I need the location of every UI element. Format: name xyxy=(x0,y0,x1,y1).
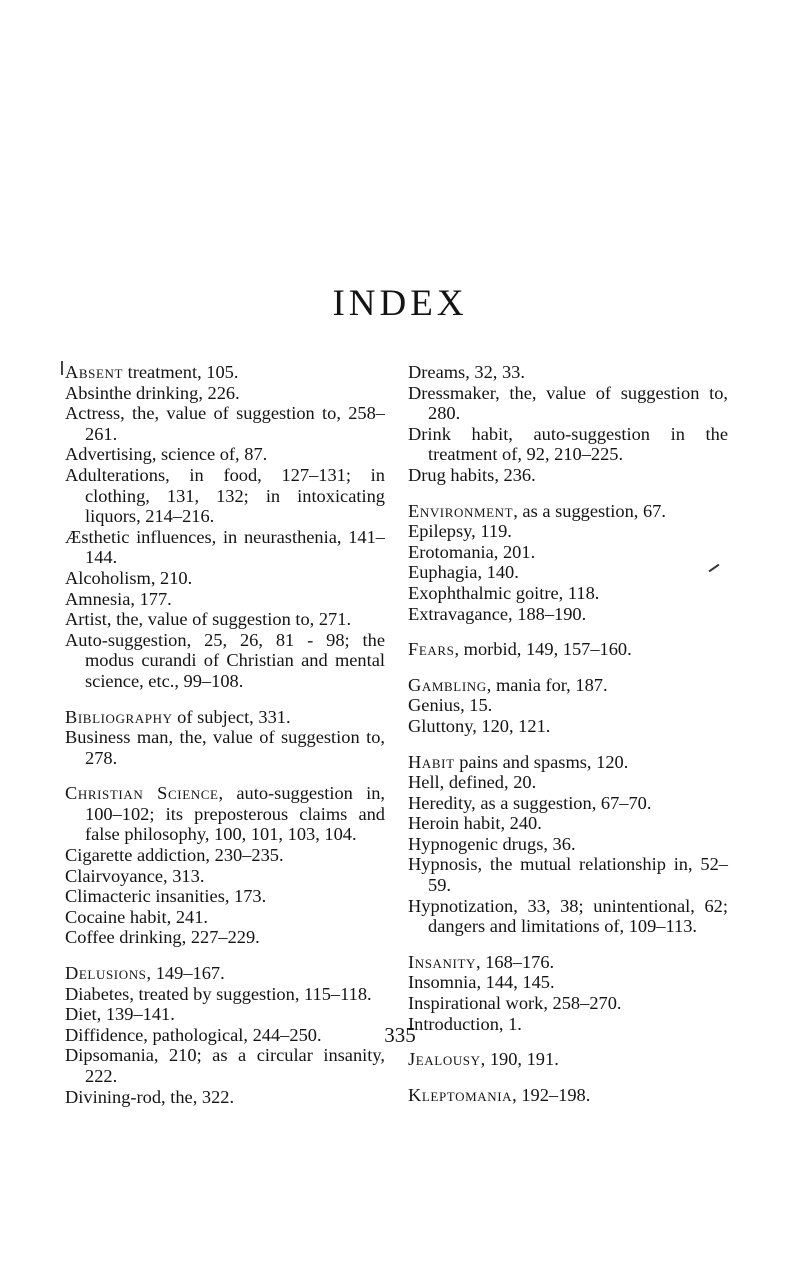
index-entry-text: Diffidence, pathological, 244–250. xyxy=(65,1024,322,1045)
index-entry xyxy=(408,383,728,424)
index-entry-text: Heredity, as a suggestion, 67–70. xyxy=(408,792,652,813)
index-letter-heading: Absent xyxy=(65,362,124,382)
index-entry-text: Æsthetic influences, in neurasthenia, 141–144. xyxy=(65,526,385,568)
index-entry xyxy=(408,854,728,895)
index-entry xyxy=(408,562,728,583)
index-entry-text: Climacteric insanities, 173. xyxy=(65,886,267,907)
index-entry xyxy=(65,383,385,404)
index-column-left xyxy=(65,362,385,1107)
index-entry-text: Amnesia, 177. xyxy=(65,588,172,609)
index-letter-heading: Kleptomania xyxy=(408,1084,513,1105)
index-entry xyxy=(65,707,385,728)
index-entry xyxy=(65,927,385,948)
index-entry-text: , 190, 191. xyxy=(480,1049,559,1070)
index-entry xyxy=(408,465,728,486)
index-entry-text: , 192–198. xyxy=(512,1084,591,1105)
index-entry xyxy=(65,465,385,527)
index-entry xyxy=(408,716,728,737)
index-entry-text: Divining-rod, the, 322. xyxy=(65,1086,235,1107)
index-entry xyxy=(65,403,385,444)
index-entry-text: Dreams, 32, 33. xyxy=(408,362,525,382)
index-entry xyxy=(65,984,385,1005)
index-entry xyxy=(408,793,728,814)
index-entry xyxy=(408,675,728,696)
index-entry-text: pains and spasms, 120. xyxy=(454,751,629,772)
index-letter-heading: Insanity xyxy=(408,951,476,972)
index-entry xyxy=(408,993,728,1014)
index-entry xyxy=(408,695,728,716)
index-entry xyxy=(408,813,728,834)
index-entry-text: Hypnogenic drugs, 36. xyxy=(408,833,576,854)
index-entry-text: Dipsomania, 210; as a circular insanity, 222. xyxy=(65,1045,385,1086)
index-entry xyxy=(65,362,385,383)
index-entry xyxy=(65,527,385,568)
index-entry-text: Euphagia, 140. xyxy=(408,562,519,583)
index-entry xyxy=(408,1085,728,1106)
index-entry xyxy=(408,542,728,563)
index-letter-heading: Habit xyxy=(408,751,455,772)
index-entry xyxy=(408,424,728,465)
index-entry xyxy=(65,630,385,692)
index-entry xyxy=(408,501,728,522)
index-entry-text: Cigarette addiction, 230–235. xyxy=(65,845,284,866)
index-entry xyxy=(408,1049,728,1070)
index-letter-heading: Jealousy xyxy=(408,1049,481,1070)
index-entry xyxy=(408,952,728,973)
index-entry-text: Gluttony, 120, 121. xyxy=(408,715,551,736)
index-entry-text: Insomnia, 144, 145. xyxy=(408,972,555,993)
index-entry-text: Hell, defined, 20. xyxy=(408,772,537,793)
index-entry xyxy=(408,896,728,937)
index-entry-text: Introduction, 1. xyxy=(408,1013,522,1034)
index-entry-text: of subject, 331. xyxy=(172,706,291,727)
index-entry xyxy=(408,604,728,625)
index-entry-text: Alcoholism, 210. xyxy=(65,567,193,588)
index-entry xyxy=(65,783,385,845)
index-entry-text: Artist, the, value of suggestion to, 271. xyxy=(65,609,352,630)
index-entry-text: Heroin habit, 240. xyxy=(408,813,542,834)
index-entry xyxy=(408,521,728,542)
index-entry xyxy=(408,362,728,383)
index-entry-text: Dressmaker, the, value of suggestion to, 280. xyxy=(408,382,728,424)
index-entry-text: Hypnotization, 33, 38; unintentional, 62; dangers and limitations of, 109–113. xyxy=(408,895,728,937)
index-entry-text: Business man, the, value of suggestion to, 278. xyxy=(65,727,385,768)
index-entry-text: Epilepsy, 119. xyxy=(408,521,512,542)
index-entry xyxy=(65,1087,385,1108)
index-entry xyxy=(408,752,728,773)
index-entry xyxy=(65,589,385,610)
index-letter-heading: Gambling xyxy=(408,674,487,695)
index-entry-text: Diet, 139–141. xyxy=(65,1004,175,1025)
index-letter-heading: Delusions xyxy=(65,963,147,984)
index-entry xyxy=(65,963,385,984)
index-entry xyxy=(408,834,728,855)
index-entry-text: Exophthalmic goitre, 118. xyxy=(408,582,600,603)
page-number: 335 xyxy=(384,1023,416,1047)
index-entry-text: Genius, 15. xyxy=(408,695,493,716)
index-letter-heading: Christian Science xyxy=(65,783,219,804)
index-entry-text: , auto-suggestion in, 100–102; its preposterous claims and false philosophy, 100, 101, 103, 104. xyxy=(85,783,385,845)
index-entry-text: treatment, 105. xyxy=(123,362,239,382)
index-entry xyxy=(65,609,385,630)
index-entry xyxy=(65,886,385,907)
index-entry-text: Advertising, science of, 87. xyxy=(65,444,268,465)
index-letter-heading: Bibliography xyxy=(65,706,173,727)
index-entry xyxy=(408,583,728,604)
index-entry-text: Extravagance, 188–190. xyxy=(408,603,587,624)
index-entry-text: Cocaine habit, 241. xyxy=(65,906,209,927)
index-entry xyxy=(65,568,385,589)
index-entry-text: Inspirational work, 258–270. xyxy=(408,993,622,1014)
index-entry-text: Hypnosis, the mutual relationship in, 52–59. xyxy=(408,854,728,896)
index-column-right xyxy=(408,362,728,1105)
page-title: INDEX xyxy=(332,283,468,324)
index-entry xyxy=(65,845,385,866)
index-entry-text: Auto-suggestion, 25, 26, 81 - 98; the modus curandi of Christian and mental science, etc., 99–108. xyxy=(65,629,385,691)
index-entry xyxy=(65,727,385,768)
index-entry xyxy=(65,1004,385,1025)
index-entry xyxy=(65,1045,385,1086)
index-entry xyxy=(65,444,385,465)
index-entry-text: Coffee drinking, 227–229. xyxy=(65,927,260,948)
index-entry-text: Drink habit, auto-suggestion in the treatment of, 92, 210–225. xyxy=(408,423,728,465)
margin-mark xyxy=(61,361,63,375)
index-entry-text: , 168–176. xyxy=(475,951,555,972)
index-entry-text: Erotomania, 201. xyxy=(408,541,536,562)
index-entry-text: Actress, the, value of suggestion to, 258–261. xyxy=(65,403,385,444)
index-entry xyxy=(65,907,385,928)
index-entry-text: Adulterations, in food, 127–131; in clothing, 131, 132; in intoxicating liquors, 214–216. xyxy=(65,464,385,527)
index-entry xyxy=(65,866,385,887)
index-entry-text: Drug habits, 236. xyxy=(408,464,536,485)
index-entry-text: , as a suggestion, 67. xyxy=(513,500,666,521)
index-entry xyxy=(408,972,728,993)
index-entry-text: Clairvoyance, 313. xyxy=(65,865,205,886)
index-letter-heading: Environment xyxy=(408,500,514,521)
index-letter-heading: Fears xyxy=(408,639,455,660)
index-entry-text: Absinthe drinking, 226. xyxy=(65,382,240,403)
index-entry-text: , morbid, 149, 157–160. xyxy=(454,639,632,660)
index-entry-text: , mania for, 187. xyxy=(486,674,608,695)
index-entry xyxy=(408,772,728,793)
index-entry-text: , 149–167. xyxy=(146,963,225,984)
index-entry xyxy=(408,639,728,660)
index-entry-text: Diabetes, treated by suggestion, 115–118. xyxy=(65,983,372,1004)
